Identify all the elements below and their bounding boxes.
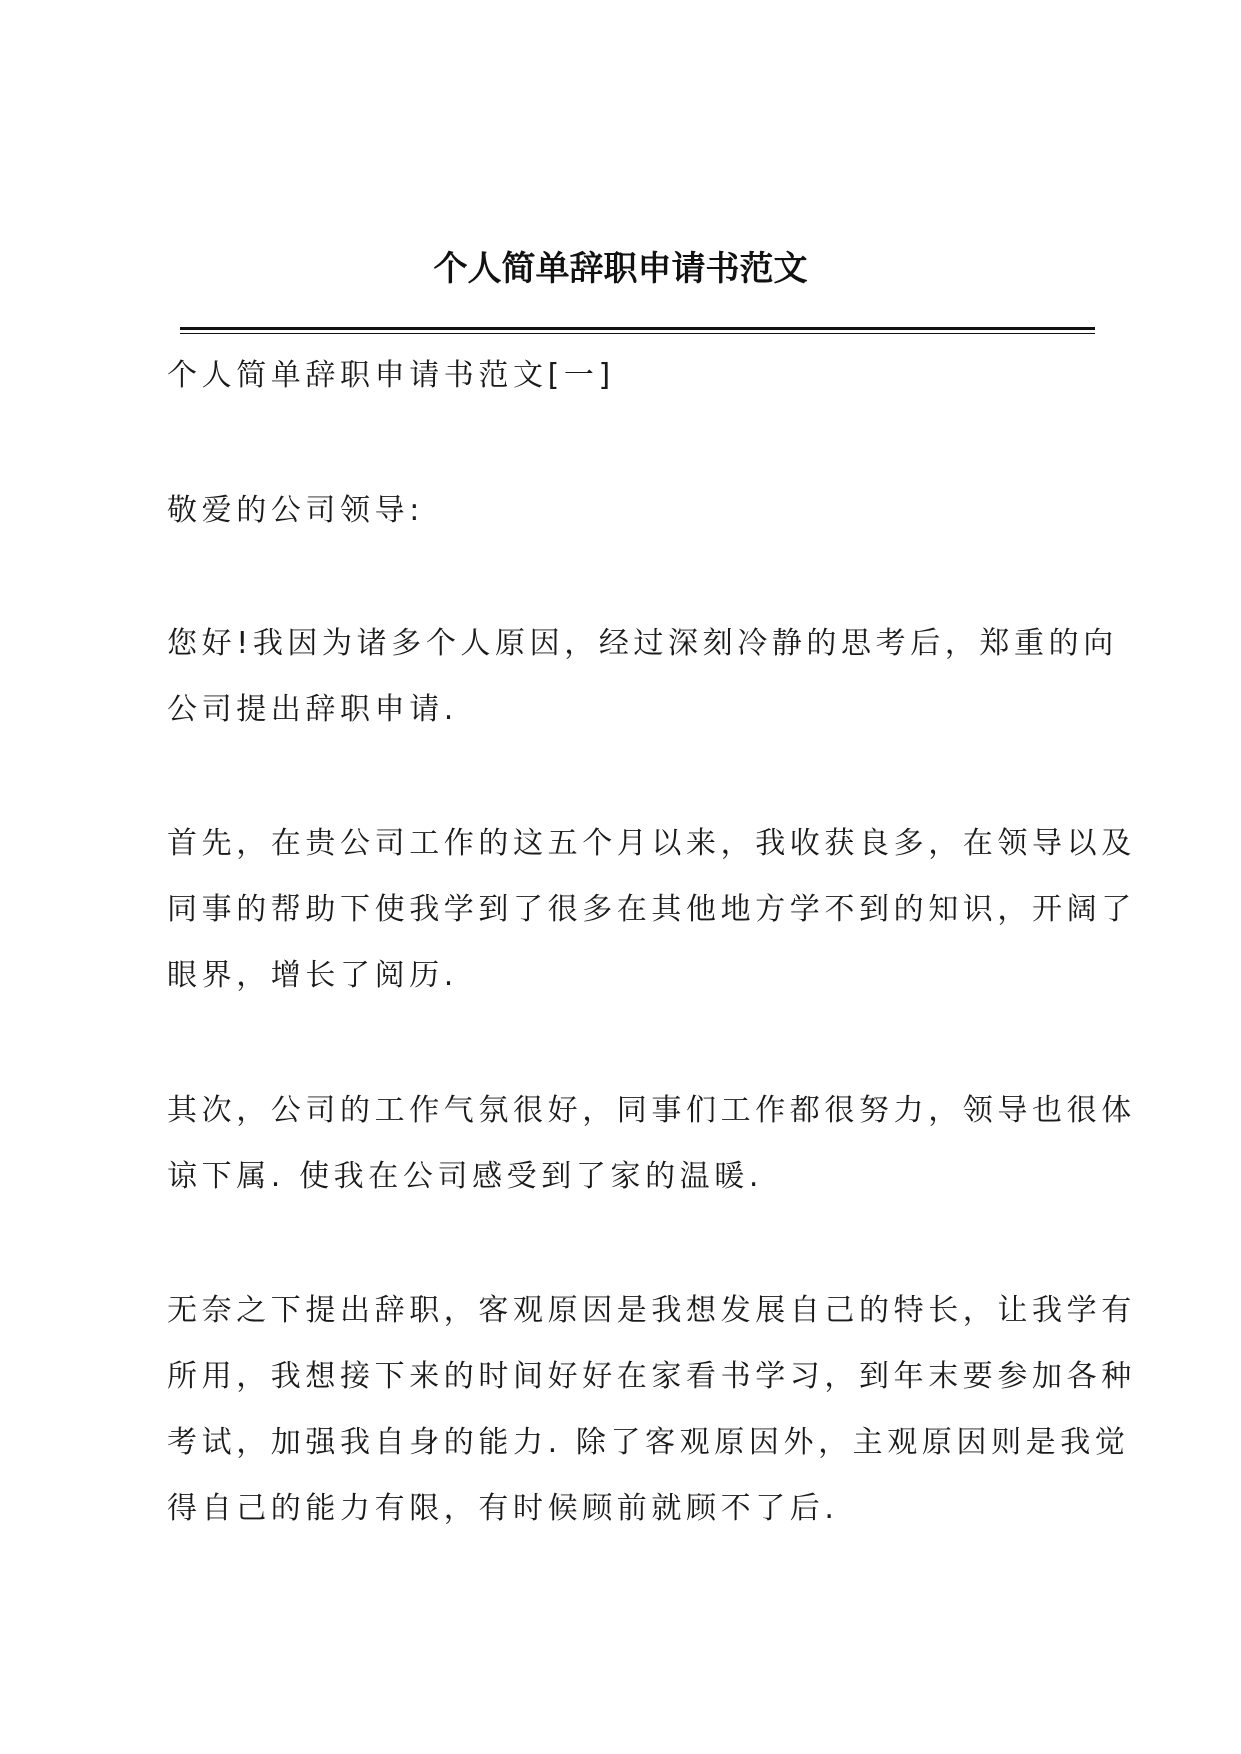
paragraph-line: 无奈之下提出辞职，客观原因是我想发展自己的特长，让我学有 [167,1293,1136,1328]
paragraph-third [167,1278,1136,1542]
paragraph-line: 首先，在贵公司工作的这五个月以来，我收获良多，在领导以及 [167,826,1136,861]
section-heading [167,343,1097,409]
paragraph-line: 所用，我想接下来的时间好好在家看书学习，到年末要参加各种 [167,1359,1136,1394]
salutation-text: 敬爱的公司领导: [167,493,424,528]
paragraph-line: 其次，公司的工作气氛很好，同事们工作都很努力，领导也很体 [167,1093,1136,1128]
paragraph-line: 公司提出辞职申请. [167,692,458,727]
document-title: 个人简单辞职申请书范文 [433,249,808,289]
salutation [167,478,1097,544]
paragraph-line: 您好!我因为诸多个人原因，经过深刻冷静的思考后，郑重的向 [167,626,1118,661]
title-divider-thin [180,333,1095,334]
paragraph-line: 考试，加强我自身的能力. 除了客观原因外，主观原因则是我觉 [167,1425,1130,1460]
paragraph-second [167,1078,1136,1210]
paragraph-line: 得自己的能力有限，有时候顾前就顾不了后. [167,1491,839,1526]
section-heading-text: 个人简单辞职申请书范文[一] [167,358,615,393]
paragraph-greeting [167,611,1118,743]
paragraph-line: 同事的帮助下使我学到了很多在其他地方学不到的知识，开阔了 [167,892,1136,927]
paragraph-line: 谅下属. 使我在公司感受到了家的温暖. [167,1159,764,1194]
paragraph-first [167,811,1136,1009]
title-divider-thick [180,327,1095,330]
paragraph-line: 眼界，增长了阅历. [167,958,458,993]
